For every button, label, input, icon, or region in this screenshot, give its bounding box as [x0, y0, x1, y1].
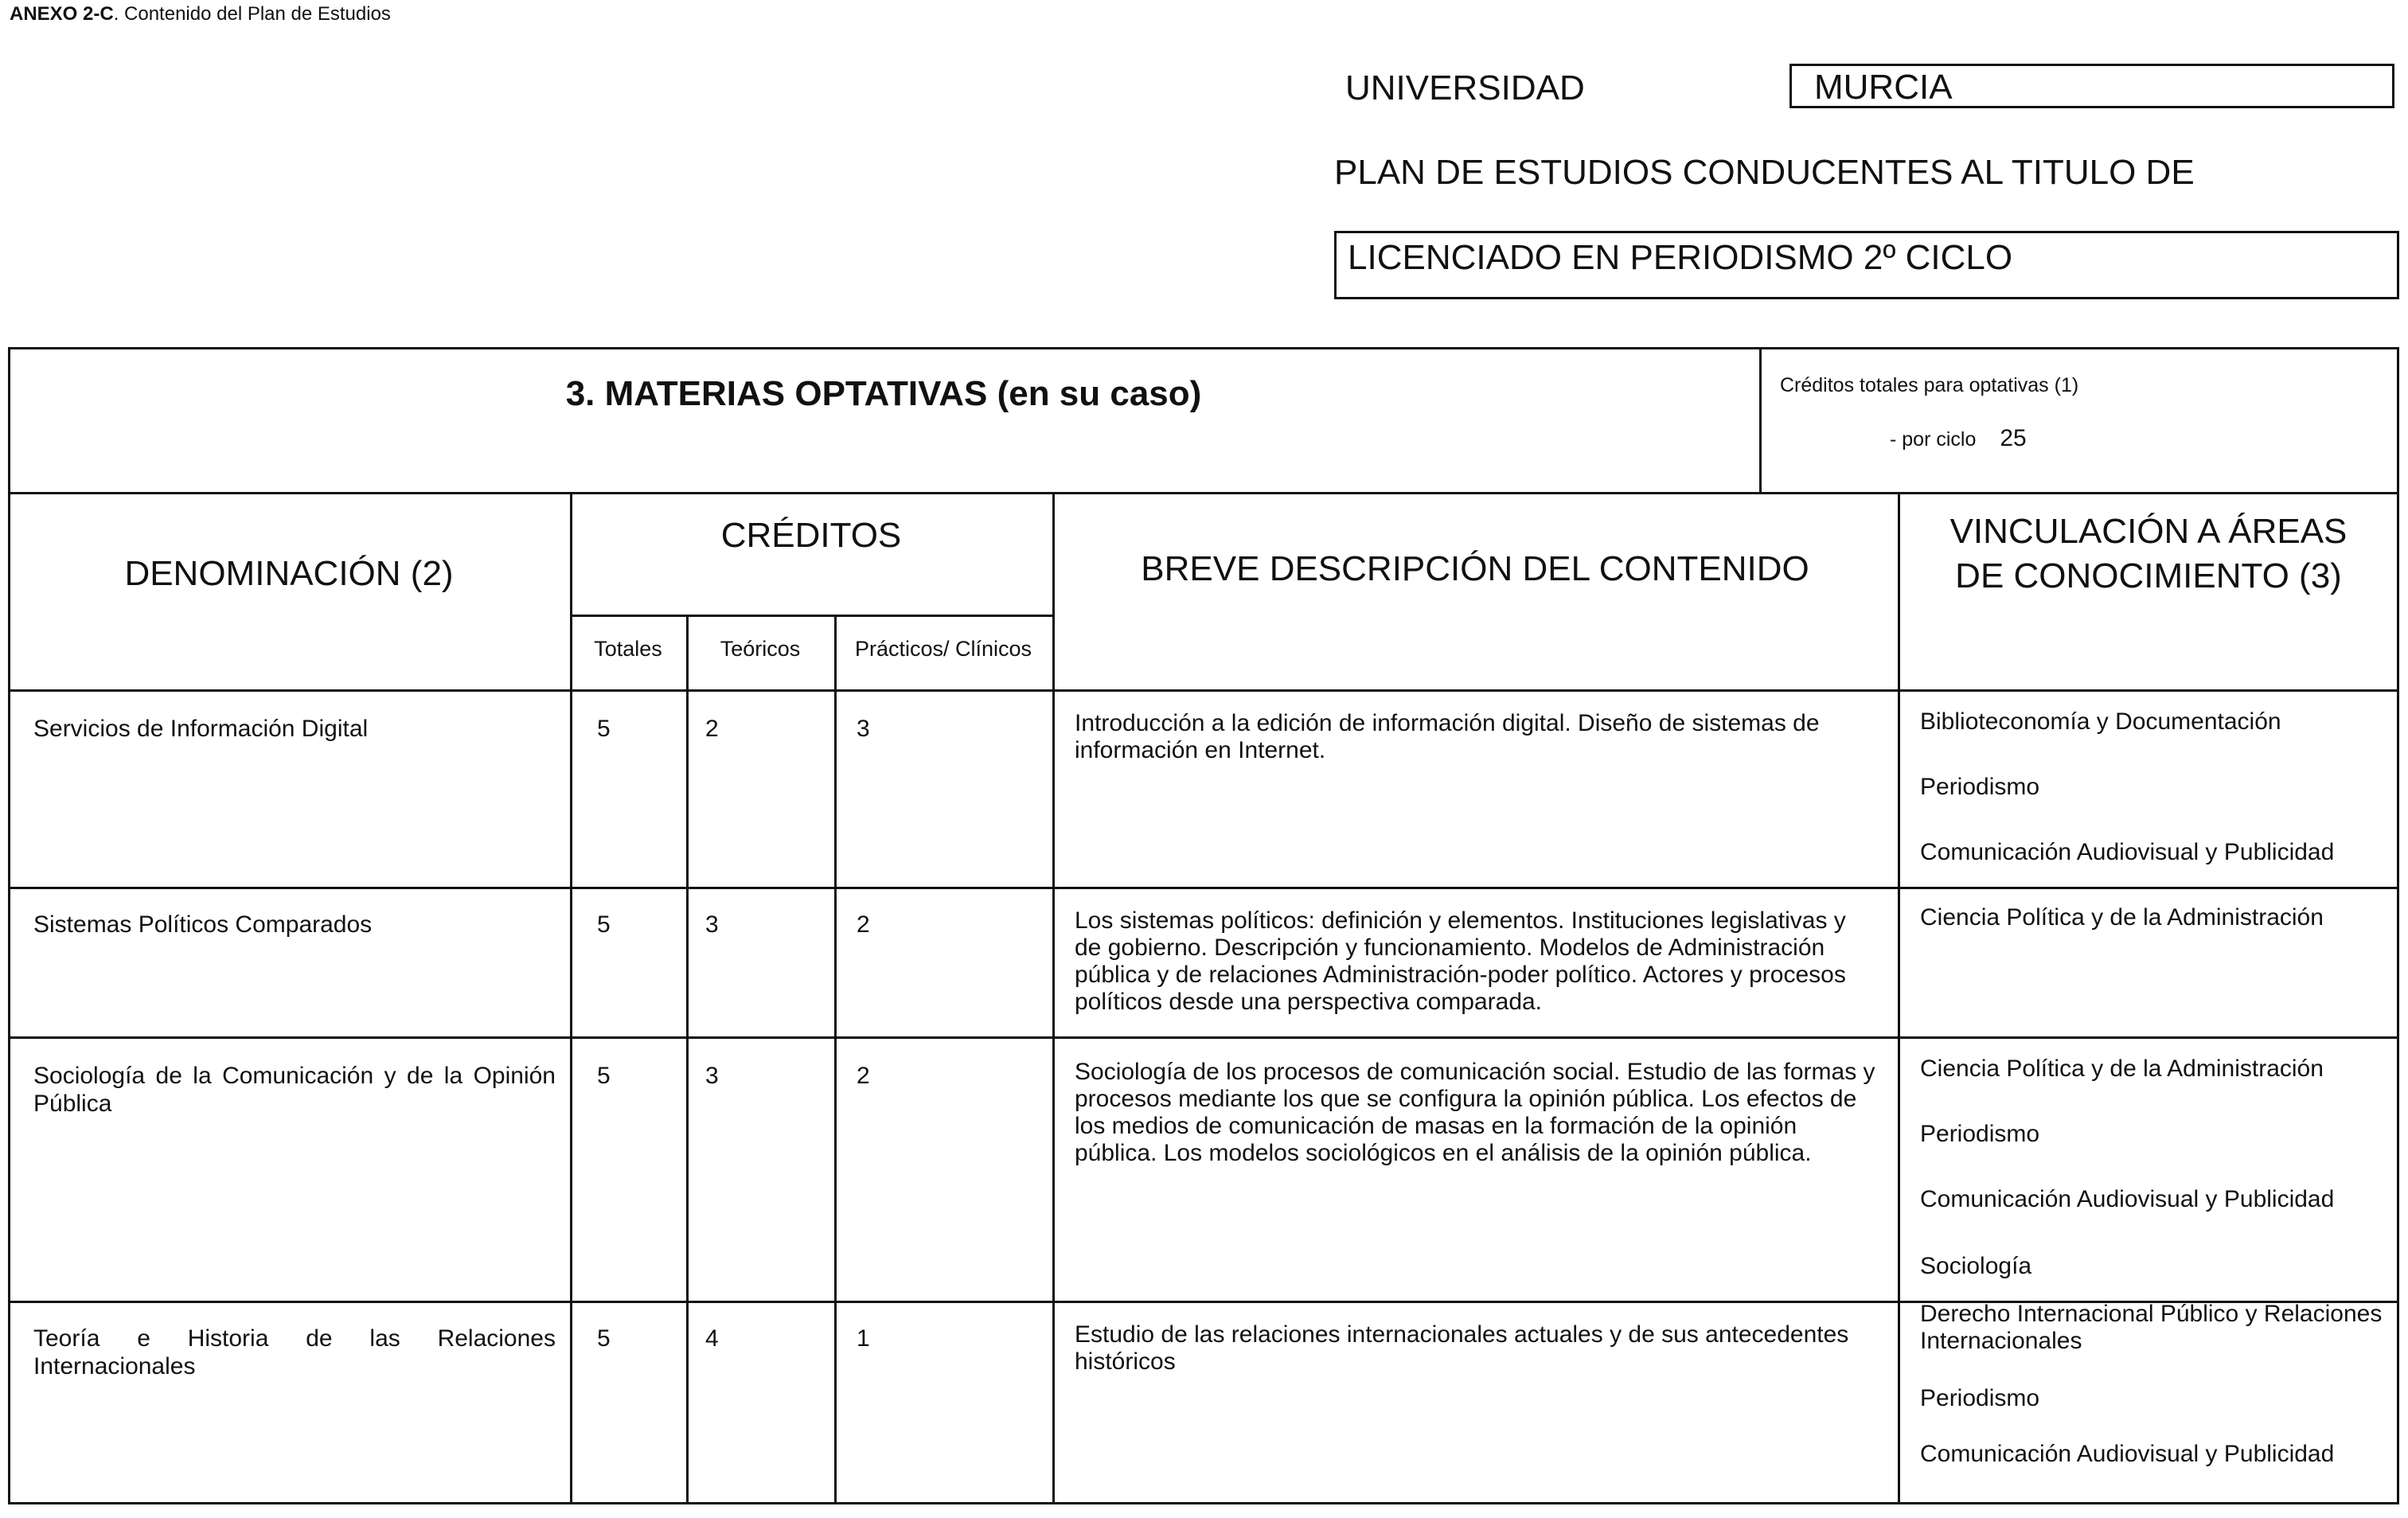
university-box — [1789, 64, 2394, 108]
subject-name: Teoría e Historia de las Relaciones Internacionales — [33, 1325, 556, 1379]
divider — [834, 615, 837, 1504]
divider — [8, 492, 2399, 494]
divider — [8, 689, 2399, 692]
header-practical: Prácticos/ Clínicos — [854, 637, 1032, 661]
header-areas — [1898, 509, 2399, 599]
knowledge-area: Derecho Internacional Público y Relaciones Internacionales — [1920, 1301, 2383, 1354]
credits-practice: 2 — [857, 1063, 870, 1089]
header-areas-line2: DE CONOCIMIENTO (3) — [1955, 556, 2342, 595]
subject-description: Introducción a la edición de información digital. Diseño de sistemas de información en Internet. — [1075, 710, 1820, 763]
subject-name: Servicios de Información Digital — [33, 716, 369, 742]
subject-name: Sociología de la Comunicación y de la Opinión Pública — [33, 1063, 556, 1117]
header-theoretical: Teóricos — [720, 637, 801, 661]
university-value: MURCIA — [1814, 68, 1953, 107]
subject-description: Estudio de las relaciones internacionales actuales y de sus antecedentes históricos — [1075, 1321, 1849, 1375]
header-description: BREVE DESCRIPCIÓN DEL CONTENIDO — [1141, 549, 1809, 588]
knowledge-area: Biblioteconomía y Documentación — [1920, 708, 2281, 735]
divider — [1759, 347, 1762, 494]
knowledge-area: Comunicación Audiovisual y Publicidad — [1920, 1186, 2335, 1212]
optional-credits-label: Créditos totales para optativas (1) — [1780, 374, 2079, 396]
divider — [570, 615, 1052, 617]
credits-practice: 1 — [857, 1325, 870, 1352]
credits-practice: 3 — [857, 716, 870, 742]
credits-total: 5 — [597, 1063, 611, 1089]
knowledge-area: Ciencia Política y de la Administración — [1920, 904, 2324, 931]
subject-description: Sociología de los procesos de comunicación social. Estudio de las formas y procesos mediante los que se configura la opinión pública. Los efectos de los medios de comunicación de masas en la formación de la opinión pública. Los modelos sociológicos en el análisis de la opinión pública. — [1075, 1059, 1875, 1166]
degree-box — [1334, 231, 2399, 299]
knowledge-area: Comunicación Audiovisual y Publicidad — [1920, 839, 2335, 865]
subject-description: Los sistemas políticos: definición y elementos. Instituciones legislativas y de gobierno. Descripción y funcionamiento. Modelos de Administración pública y de relaciones Administración-poder político. Actores y procesos políticos desde una perspectiva comparada. — [1075, 907, 1846, 1015]
annex-caption: ANEXO 2-C. Contenido del Plan de Estudios — [10, 3, 391, 25]
divider — [686, 615, 689, 1504]
credits-total: 5 — [597, 1325, 611, 1352]
degree-value: LICENCIADO EN PERIODISMO 2º CICLO — [1348, 238, 2013, 277]
divider — [1898, 492, 1900, 1504]
per-cycle-label: - por ciclo — [1890, 428, 1977, 451]
credits-theory: 3 — [705, 1063, 719, 1089]
annex-code: ANEXO 2-C — [10, 3, 114, 25]
knowledge-area: Sociología — [1920, 1253, 2032, 1279]
credits-total: 5 — [597, 716, 611, 742]
credits-theory: 3 — [705, 911, 719, 938]
per-cycle-value: 25 — [2000, 425, 2027, 451]
header-denomination: DENOMINACIÓN (2) — [124, 554, 454, 593]
divider — [8, 887, 2399, 889]
knowledge-area: Ciencia Política y de la Administración — [1920, 1056, 2324, 1082]
annex-title: Contenido del Plan de Estudios — [124, 3, 391, 25]
divider — [1052, 492, 1055, 1504]
subject-name: Sistemas Políticos Comparados — [33, 911, 373, 938]
plan-label: PLAN DE ESTUDIOS CONDUCENTES AL TITULO DE — [1334, 153, 2195, 192]
divider — [8, 1036, 2399, 1039]
credits-practice: 2 — [857, 911, 870, 938]
knowledge-area: Periodismo — [1920, 774, 2040, 800]
knowledge-area: Periodismo — [1920, 1385, 2040, 1411]
university-label: UNIVERSIDAD — [1345, 68, 1585, 107]
header-totals: Totales — [594, 637, 662, 661]
header-credits: CRÉDITOS — [720, 516, 902, 555]
knowledge-area: Periodismo — [1920, 1121, 2040, 1147]
credits-total: 5 — [597, 911, 611, 938]
section-title: 3. MATERIAS OPTATIVAS (en su caso) — [565, 374, 1202, 413]
knowledge-area: Comunicación Audiovisual y Publicidad — [1920, 1441, 2335, 1467]
per-cycle-line — [1890, 425, 2027, 452]
credits-theory: 4 — [705, 1325, 719, 1352]
credits-theory: 2 — [705, 716, 719, 742]
header-areas-line1: VINCULACIÓN A ÁREAS — [1949, 512, 2348, 551]
